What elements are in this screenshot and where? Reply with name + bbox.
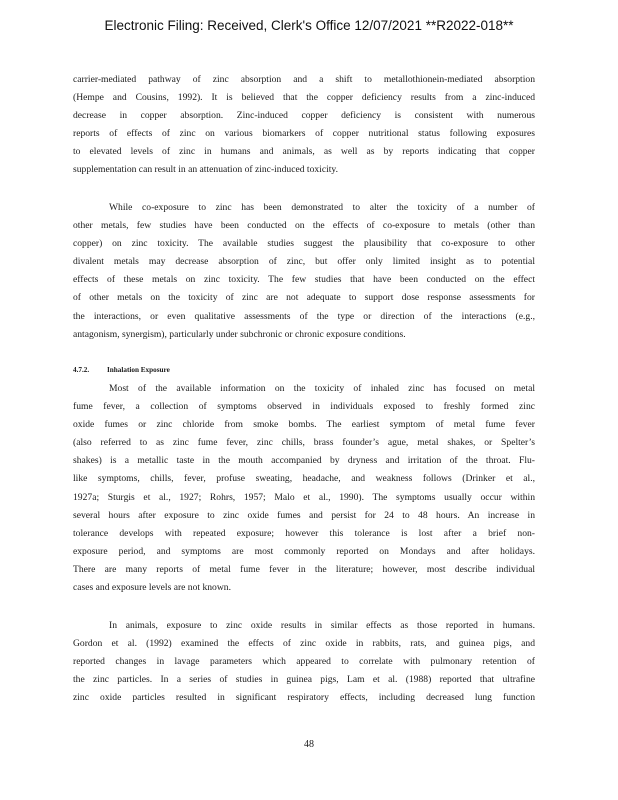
section-title: Inhalation Exposure [107, 366, 170, 374]
text-line: exposure period, and symptoms are most commonly reported on Mondays and after holidays. [73, 545, 535, 557]
page-number: 48 [304, 739, 314, 750]
text-line: zinc oxide particles resulted in significant respiratory effects, including decreased lung function [73, 692, 535, 704]
text-line: reported changes in lavage parameters which appeared to correlate with pulmonary retention of [73, 656, 535, 668]
section-number: 4.7.2. [73, 366, 90, 374]
text-line: copper) on zinc toxicity. The available studies suggest the plausibility that co-exposure to other [73, 238, 535, 250]
paragraph-metal-fume-fever [73, 380, 535, 597]
section-heading [73, 366, 170, 374]
text-line: like symptoms, chills, fever, profuse sweating, headache, and weakness follows (Drinker et al., [73, 473, 535, 485]
text-line: (also referred to as zinc fume fever, zinc chills, brass founder’s ague, metal shakes, or Spelter’s [73, 437, 535, 449]
text-line: antagonism, synergism), particularly under subchronic or chronic exposure conditions. [73, 328, 406, 340]
paragraph-co-exposure [73, 199, 535, 344]
filing-stamp-header: Electronic Filing: Received, Clerk's Office 12/07/2021 **R2022-018** [104, 18, 514, 33]
text-line: the zinc particles. In a series of studies in guinea pigs, Lam et al. (1988) reported that ultrafine [73, 674, 535, 686]
text-line: 1927a; Sturgis et al., 1927; Rohrs, 1957; Malo et al., 1990). The symptoms usually occur within [73, 491, 535, 503]
text-line: supplementation can result in an attenuation of zinc-induced toxicity. [73, 164, 338, 176]
text-line: of other metals on the toxicity of zinc are not adequate to support dose response assessments for [73, 292, 535, 304]
text-line: effects of these metals on zinc toxicity. The few studies that have been conducted on the effect [73, 274, 535, 286]
text-line: shakes) is a metallic taste in the mouth accompanied by dryness and irritation of the throat. Flu- [73, 455, 535, 467]
text-line: (Hempe and Cousins, 1992). It is believed that the copper deficiency results from a zinc-induced [73, 92, 535, 104]
paragraph-animal-studies [73, 617, 535, 707]
text-line: other metals, few studies have been conducted on the effects of co-exposure to metals (other than [73, 220, 535, 232]
text-line: While co-exposure to zinc has been demonstrated to alter the toxicity of a number of [109, 202, 535, 213]
text-line: decrease in copper absorption. Zinc-induced copper deficiency is consistent with numerous [73, 110, 535, 122]
text-line: cases and exposure levels are not known. [73, 582, 231, 594]
text-line: the interactions, or even qualitative assessments of the type or direction of the interactions (e.g., [73, 310, 535, 322]
text-line: Gordon et al. (1992) examined the effects of zinc oxide in rabbits, rats, and guinea pigs, and [73, 638, 535, 650]
text-line: several hours after exposure to zinc oxide fumes and persist for 24 to 48 hours. An increase in [73, 509, 535, 521]
text-line: reports of effects of zinc on various biomarkers of copper nutritional status following exposures [73, 128, 535, 140]
text-line: to elevated levels of zinc in humans and animals, as well as by reports indicating that copper [73, 146, 535, 158]
text-line: tolerance develops with repeated exposure; however this tolerance is lost after a brief non- [73, 527, 535, 539]
text-line: carrier-mediated pathway of zinc absorption and a shift to metallothionein-mediated absorption [73, 74, 535, 85]
text-line: divalent metals may decrease absorption of zinc, but offer only limited insight as to potential [73, 256, 535, 268]
text-line: oxide fumes or zinc chloride from smoke bombs. The earliest symptom of metal fume fever [73, 419, 535, 431]
paragraph-copper-interaction [73, 71, 535, 180]
text-line: fume fever, a collection of symptoms observed in individuals exposed to freshly formed zinc [73, 401, 535, 413]
text-line: Most of the available information on the toxicity of inhaled zinc has focused on metal [109, 383, 535, 394]
text-line: There are many reports of metal fume fever in the literature; however, most describe individual [73, 563, 535, 575]
text-line: In animals, exposure to zinc oxide results in similar effects as those reported in humans. [109, 620, 535, 631]
